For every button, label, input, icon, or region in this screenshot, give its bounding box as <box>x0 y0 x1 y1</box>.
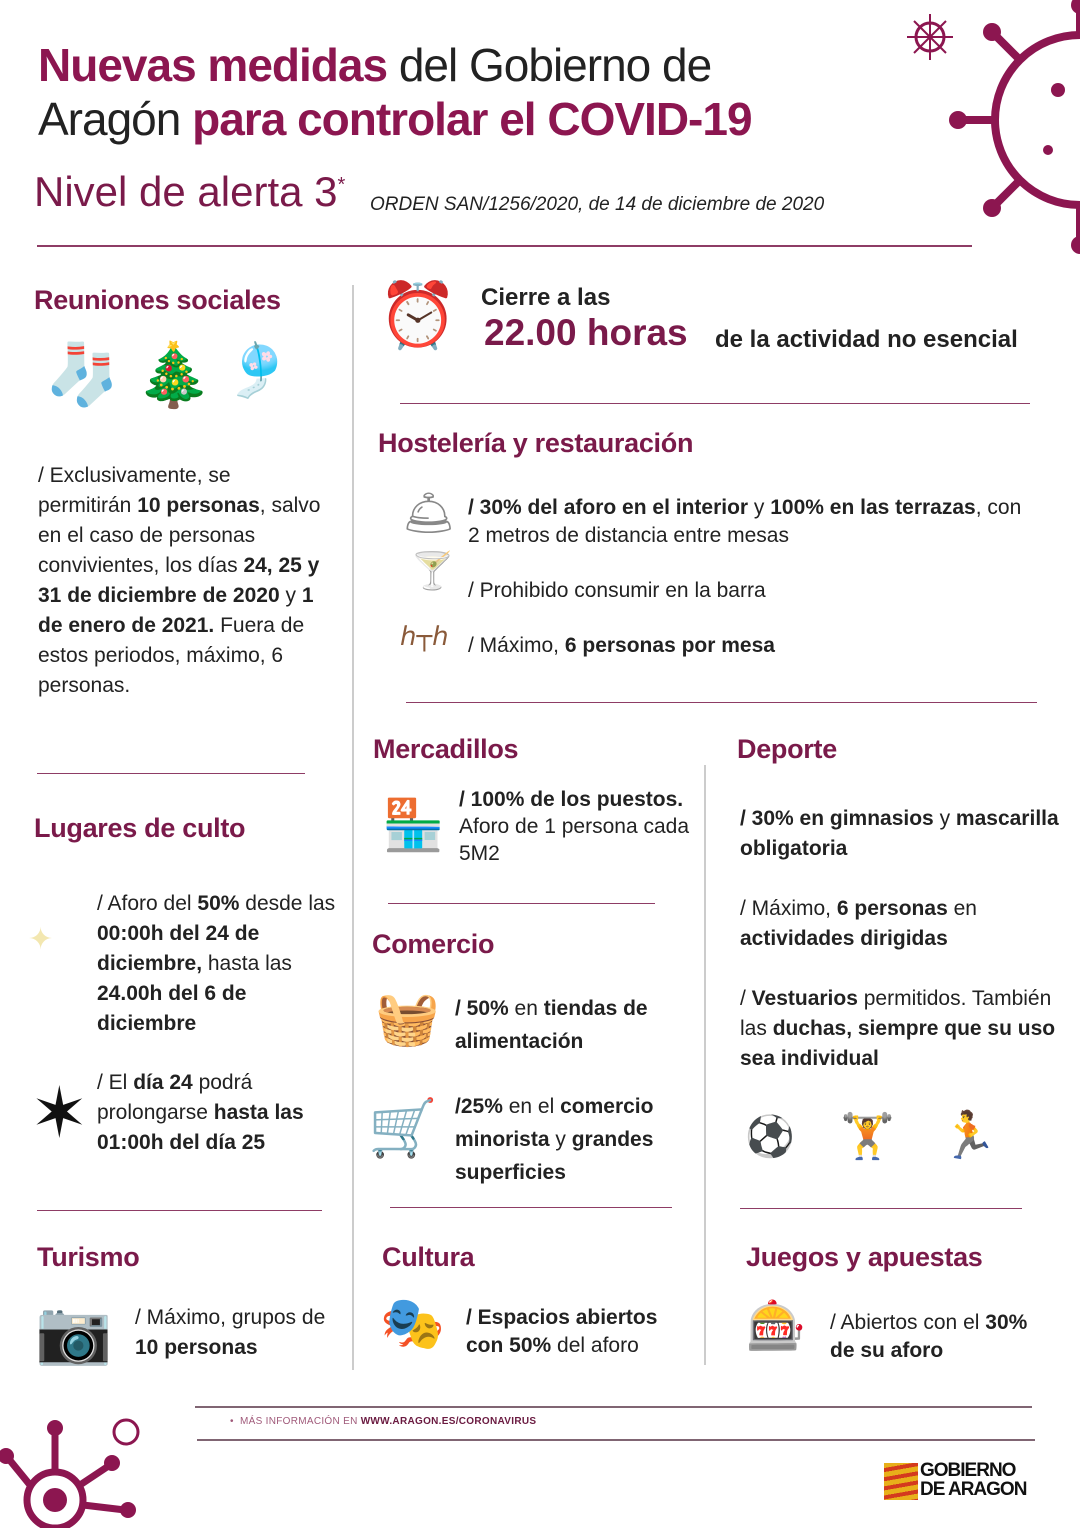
text-segment: Vestuarios <box>751 987 858 1010</box>
text-segment: día 24 <box>133 1071 193 1094</box>
juegos-text <box>830 1309 1050 1365</box>
text-segment: /25% <box>455 1095 503 1118</box>
text-segment: / Máximo, grupos de <box>135 1306 326 1329</box>
text-segment: Aragón <box>38 93 193 145</box>
text-segment: y <box>933 807 956 830</box>
text-segment: 24.00h del 6 de diciembre <box>97 982 247 1035</box>
theater-masks-icon: 🎭 <box>380 1295 445 1353</box>
cultura-text <box>466 1304 696 1360</box>
text-segment: / Máximo, <box>468 634 565 657</box>
divider <box>388 903 655 904</box>
heading-culto: Lugares de culto <box>34 813 246 843</box>
text-segment: del aforo <box>551 1334 639 1357</box>
text-segment: Nuevas medidas <box>38 39 388 91</box>
footer-divider-bottom <box>197 1439 1035 1441</box>
divider <box>390 1207 672 1208</box>
text-segment: 30% de su aforo <box>830 1311 1028 1362</box>
culto-item-1 <box>97 889 347 1039</box>
cocktail-icon: 🍸 <box>410 550 455 591</box>
cierre-line-1: Cierre a las <box>481 284 611 311</box>
footer-divider-top <box>195 1406 1032 1408</box>
soccer-ball-icon: ⚽ <box>745 1115 795 1159</box>
text-segment: / 30% en gimnasios <box>740 807 934 830</box>
text-segment: / 100% de los puestos. <box>459 788 684 811</box>
comercio-item-2 <box>455 1090 700 1189</box>
divider <box>37 1210 322 1211</box>
order-reference: ORDEN SAN/1256/2020, de 14 de diciembre de 2020 <box>370 194 825 215</box>
text-segment: hasta las <box>202 952 292 975</box>
footer-info: • MÁS INFORMACIÓN EN WWW.ARAGON.ES/CORONAVIRUS <box>230 1416 537 1427</box>
text-segment: / Abiertos con el <box>830 1311 986 1334</box>
christmas-tree-icon: 🎄 <box>135 341 213 410</box>
text-segment: desde las <box>239 892 336 915</box>
sparkle-icon: ✦ <box>28 923 54 956</box>
divider <box>406 702 1037 703</box>
text-segment: hasta las 01:00h del día 25 <box>97 1101 304 1154</box>
heading-reuniones: Reuniones sociales <box>34 285 281 315</box>
text-segment: 24, 25 y 31 de diciembre de 2020 <box>38 554 320 607</box>
heading-turismo: Turismo <box>37 1242 140 1272</box>
text-segment: / Exclusivamente, se permitirán <box>38 464 231 517</box>
cierre-hour: 22.00 horas <box>484 312 688 353</box>
footer-info-link[interactable]: WWW.ARAGON.ES/CORONAVIRUS <box>360 1416 537 1427</box>
text-segment: / 30% del aforo en el interior <box>468 496 749 519</box>
text-segment: comercio minorista <box>455 1095 654 1151</box>
comercio-item-1 <box>455 992 695 1058</box>
text-segment: Fuera de estos periodos, máximo, 6 personas. <box>38 614 305 697</box>
text-segment: 10 personas <box>137 494 260 517</box>
alert-level-text: Nivel de alerta 3 <box>34 168 338 215</box>
text-segment: 10 personas <box>135 1336 258 1359</box>
text-segment: / El <box>97 1071 134 1094</box>
heading-hosteleria: Hostelería y restauración <box>378 428 694 458</box>
text-segment: podrá prolongarse <box>97 1071 253 1124</box>
column-divider-left <box>352 285 354 1370</box>
text-segment: 50% <box>197 892 240 915</box>
weightlifter-icon: 🏋 <box>840 1112 895 1161</box>
header-divider <box>37 245 972 247</box>
deporte-item-3 <box>740 984 1070 1074</box>
text-segment: y <box>549 1128 572 1151</box>
deporte-item-1 <box>740 804 1060 864</box>
text-segment: actividades dirigidas <box>740 927 948 950</box>
text-segment: / 50% <box>455 997 509 1020</box>
text-segment: / Máximo, <box>740 897 837 920</box>
hosteleria-item-1 <box>468 494 1038 550</box>
shopping-cart-icon: 🛒 <box>368 1096 438 1159</box>
star-icon: ✶ <box>30 1074 89 1152</box>
hosteleria-item-3 <box>468 631 1028 661</box>
heading-mercadillos: Mercadillos <box>373 734 519 764</box>
turismo-text <box>135 1303 335 1363</box>
runner-icon: 🏃 <box>940 1109 998 1161</box>
alert-level <box>34 168 345 216</box>
alert-asterisk: * <box>337 174 346 196</box>
table-chairs-icon: ℎ┬ℎ <box>400 622 449 652</box>
text-segment: y <box>748 496 771 519</box>
text-segment: para controlar el COVID-19 <box>192 93 752 145</box>
title-line-2 <box>38 92 752 146</box>
text-segment: / Aforo del <box>97 892 198 915</box>
virus-decoration-bottom-icon <box>0 1410 160 1528</box>
text-segment: / Prohibido consumir en la barra <box>468 579 766 602</box>
heading-juegos: Juegos y apuestas <box>746 1242 983 1272</box>
text-segment: en el <box>502 1095 561 1118</box>
deporte-item-2 <box>740 894 1060 954</box>
poker-chips-icon: 🎰 <box>746 1300 806 1353</box>
footer-info-prefix: MÁS INFORMACIÓN EN <box>239 1416 361 1427</box>
heading-cultura: Cultura <box>382 1242 475 1272</box>
reuniones-text <box>38 461 328 701</box>
heading-comercio: Comercio <box>372 929 495 959</box>
page-title <box>38 38 752 146</box>
text-segment: / <box>740 987 752 1010</box>
cloche-icon: 🛎 <box>402 489 456 536</box>
text-segment: y <box>279 584 302 607</box>
grocery-basket-icon: 🧺 <box>375 990 440 1048</box>
text-segment: grandes superficies <box>455 1128 654 1184</box>
text-segment: en <box>508 997 544 1020</box>
text-segment: tiendas de alimentación <box>455 997 648 1053</box>
ornaments-icon: 🎐 <box>225 342 290 400</box>
text-segment: 6 personas <box>836 897 948 920</box>
culto-item-2 <box>97 1068 337 1158</box>
text-segment: / Espacios abiertos con 50% <box>466 1306 658 1357</box>
logo-line-1: GOBIERNO <box>920 1460 1016 1481</box>
heading-deporte: Deporte <box>737 734 837 764</box>
text-segment: 00:00h del 24 de diciembre, <box>97 922 260 975</box>
aragon-flag-icon <box>884 1463 918 1500</box>
text-segment: Aforo de 1 persona cada 5M2 <box>459 815 689 865</box>
text-segment: , salvo en el caso de personas convivientes, los días <box>38 494 321 577</box>
text-segment: en <box>947 897 977 920</box>
mercadillos-text <box>459 786 689 867</box>
market-stall-icon: 🏪 <box>382 797 445 853</box>
hosteleria-item-2 <box>468 576 1028 606</box>
column-divider-right <box>704 765 706 1365</box>
cierre-line-2: de la actividad no esencial <box>715 326 1018 353</box>
text-segment: 1 de enero de 2021. <box>38 584 314 637</box>
stocking-icon: 🧦 <box>45 341 120 408</box>
alarm-clock-icon: ⏰ <box>378 279 458 351</box>
logo-line-2: DE ARAGON <box>920 1479 1027 1500</box>
text-segment: duchas, siempre que su uso sea individual <box>740 1017 1056 1070</box>
title-line-1 <box>38 38 752 92</box>
gobierno-aragon-logo <box>920 1461 1026 1499</box>
camera-icon: 📷 <box>35 1298 113 1367</box>
divider <box>400 403 1030 404</box>
text-segment: , con 2 metros de distancia entre mesas <box>468 496 1022 547</box>
text-segment: permitidos. También las <box>740 987 1052 1040</box>
divider <box>37 773 305 774</box>
small-virus-icon <box>905 12 955 62</box>
text-segment: 6 personas por mesa <box>564 634 775 657</box>
text-segment: mascarilla obligatoria <box>740 807 1059 860</box>
text-segment: del Gobierno de <box>387 39 712 91</box>
divider <box>740 1208 1022 1209</box>
text-segment: 100% en las terrazas <box>770 496 976 519</box>
